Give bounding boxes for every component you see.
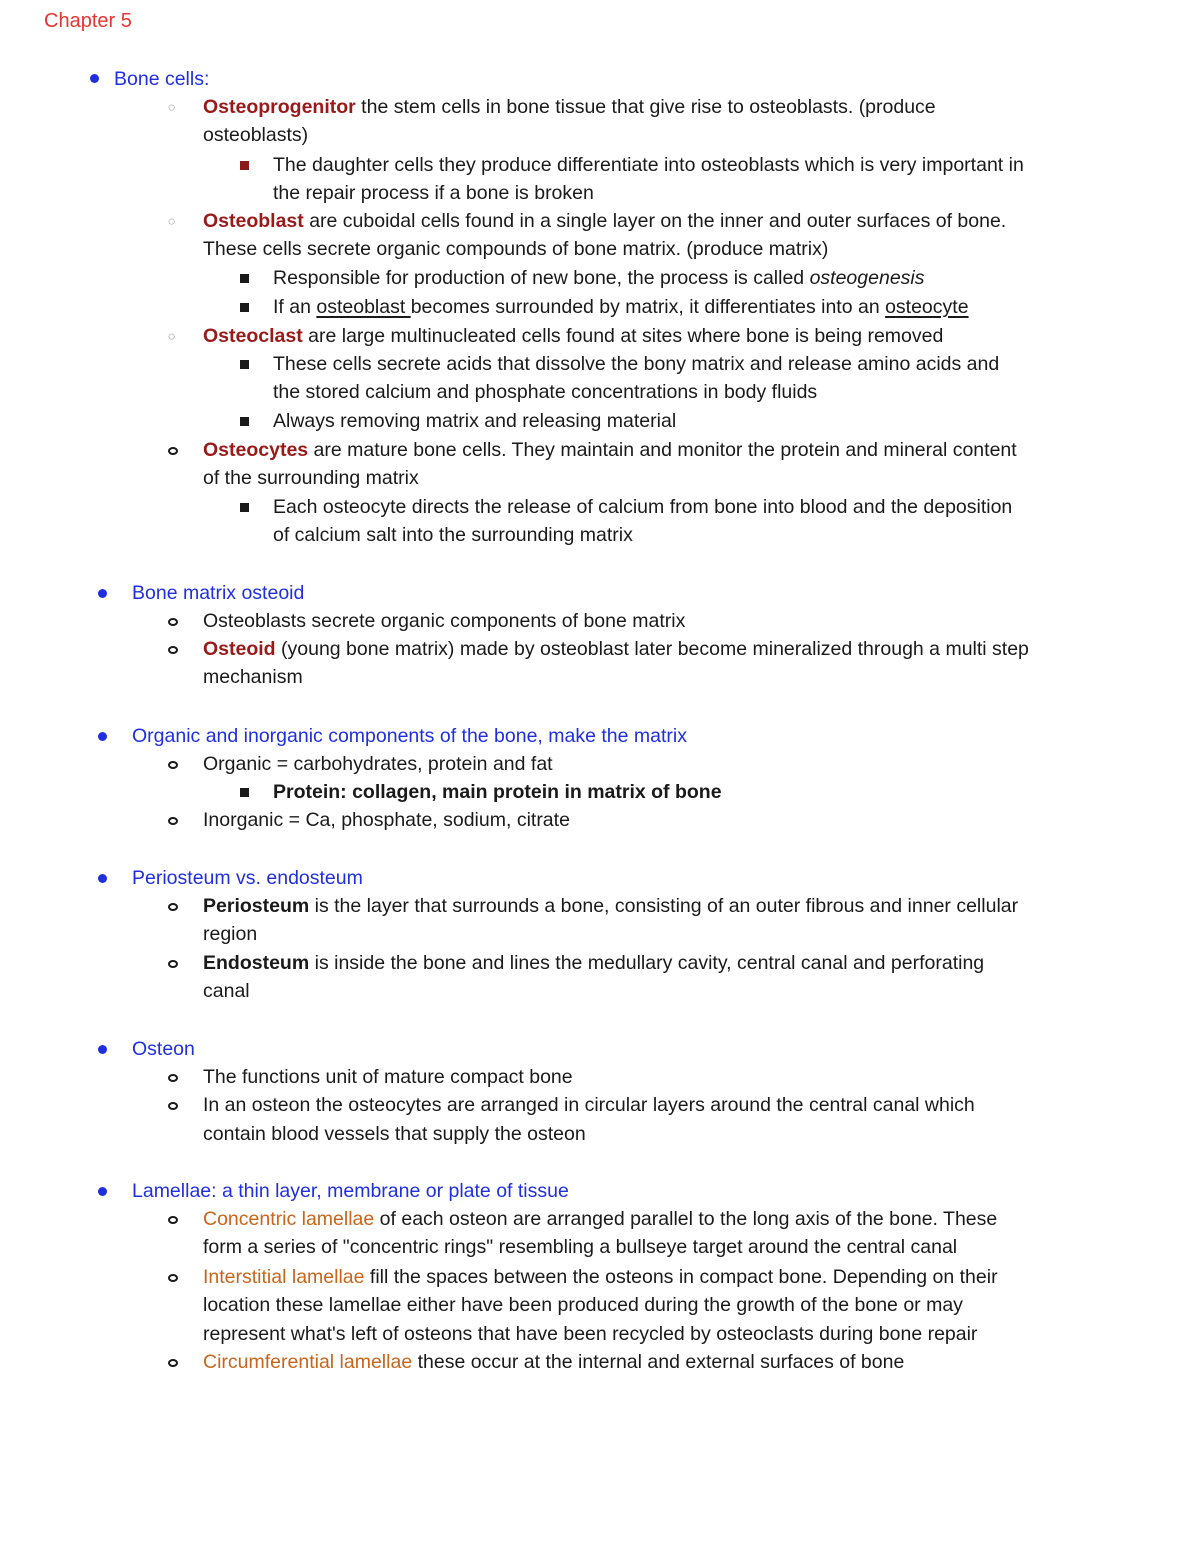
endosteum-item-cont: canal: [203, 980, 250, 1002]
bullet-dot-icon: [98, 732, 107, 741]
hollow-circle-icon: [168, 1359, 178, 1367]
interstitial-item-cont-2: represent what's left of osteons that have been recycled by osteoclasts during bone repair: [203, 1323, 978, 1345]
square-bullet-icon: [240, 274, 249, 283]
section-heading-bone-matrix: Bone matrix osteoid: [132, 582, 305, 604]
components-sub: Protein: collagen, main protein in matrix of bone: [273, 781, 722, 803]
osteoblast-sub-2: If an osteoblast becomes surrounded by matrix, it differentiates into an osteocyte: [273, 296, 969, 318]
osteon-item-2: In an osteon the osteocytes are arranged in circular layers around the central canal which: [203, 1094, 975, 1116]
osteoclast-sub-1: These cells secrete acids that dissolve the bony matrix and release amino acids and: [273, 353, 1000, 375]
hollow-circle-icon: [168, 761, 178, 769]
hollow-circle-icon: [168, 1274, 178, 1282]
osteoclast-sub-2: Always removing matrix and releasing material: [273, 410, 677, 432]
section-heading-lamellae: Lamellae: a thin layer, membrane or plate of tissue: [132, 1180, 569, 1202]
osteocytes-item-cont: of the surrounding matrix: [203, 467, 419, 489]
square-bullet-icon: [240, 161, 249, 170]
dotted-circle-icon: ◌: [168, 329, 175, 343]
osteocytes-sub: Each osteocyte directs the release of calcium from bone into blood and the deposition: [273, 496, 1013, 518]
hollow-circle-icon: [168, 817, 178, 825]
hollow-circle-icon: [168, 646, 178, 654]
matrix-item-2-cont: mechanism: [203, 666, 303, 688]
hollow-circle-icon: [168, 618, 178, 626]
hollow-circle-icon: [168, 960, 178, 968]
matrix-item-1: Osteoblasts secrete organic components of bone matrix: [203, 610, 686, 632]
osteoclast-sub-1-cont: the stored calcium and phosphate concentrations in body fluids: [273, 381, 818, 403]
osteoprogenitor-item-cont: osteoblasts): [203, 124, 309, 146]
circumferential-item: Circumferential lamellae these occur at the internal and external surfaces of bone: [203, 1351, 905, 1373]
dotted-circle-icon: ◌: [168, 100, 175, 114]
osteocytes-sub-cont: of calcium salt into the surrounding matrix: [273, 524, 633, 546]
bullet-dot-icon: [90, 74, 99, 83]
interstitial-item-cont-1: location these lamellae either have been produced during the growth of the bone or may: [203, 1294, 963, 1316]
osteocytes-item: Osteocytes are mature bone cells. They maintain and monitor the protein and mineral content: [203, 439, 1017, 461]
osteoprogenitor-item: Osteoprogenitor the stem cells in bone tissue that give rise to osteoblasts. (produce: [203, 96, 936, 118]
endosteum-item: Endosteum is inside the bone and lines the medullary cavity, central canal and perforating: [203, 952, 985, 974]
section-heading-components: Organic and inorganic components of the bone, make the matrix: [132, 725, 687, 747]
matrix-item-2: Osteoid (young bone matrix) made by osteoblast later become mineralized through a multi step: [203, 638, 1029, 660]
osteoblast-sub-1: Responsible for production of new bone, the process is called osteogenesis: [273, 267, 925, 289]
bullet-dot-icon: [98, 589, 107, 598]
components-item-1: Organic = carbohydrates, protein and fat: [203, 753, 553, 775]
components-item-2: Inorganic = Ca, phosphate, sodium, citrate: [203, 809, 570, 831]
periosteum-item-cont: region: [203, 923, 258, 945]
hollow-circle-icon: [168, 1216, 178, 1224]
hollow-circle-icon: [168, 1074, 178, 1082]
square-bullet-icon: [240, 503, 249, 512]
osteoclast-item: Osteoclast are large multinucleated cells found at sites where bone is being removed: [203, 325, 944, 347]
bullet-dot-icon: [98, 1187, 107, 1196]
section-heading-periosteum: Periosteum vs. endosteum: [132, 867, 363, 889]
osteoblast-item-cont: These cells secrete organic compounds of bone matrix. (produce matrix): [203, 238, 829, 260]
dotted-circle-icon: ◌: [168, 214, 175, 228]
section-heading-bone-cells: Bone cells:: [114, 68, 210, 90]
bullet-dot-icon: [98, 874, 107, 883]
square-bullet-icon: [240, 788, 249, 797]
osteon-item-2-cont: contain blood vessels that supply the osteon: [203, 1123, 586, 1145]
concentric-item-cont: form a series of "concentric rings" resembling a bullseye target around the central canal: [203, 1236, 958, 1258]
osteon-item-1: The functions unit of mature compact bone: [203, 1066, 573, 1088]
square-bullet-icon: [240, 360, 249, 369]
hollow-circle-icon: [168, 447, 178, 455]
bullet-dot-icon: [98, 1045, 107, 1054]
osteoblast-item: Osteoblast are cuboidal cells found in a single layer on the inner and outer surfaces of bone.: [203, 210, 1007, 232]
osteoprogenitor-sub: The daughter cells they produce differentiate into osteoblasts which is very important in: [273, 154, 1024, 176]
square-bullet-icon: [240, 417, 249, 426]
interstitial-item: Interstitial lamellae fill the spaces between the osteons in compact bone. Depending on their: [203, 1266, 998, 1288]
osteoprogenitor-sub-cont: the repair process if a bone is broken: [273, 182, 594, 204]
square-bullet-icon: [240, 303, 249, 312]
section-heading-osteon: Osteon: [132, 1038, 195, 1060]
hollow-circle-icon: [168, 1102, 178, 1110]
periosteum-item: Periosteum is the layer that surrounds a bone, consisting of an outer fibrous and inner cellular: [203, 895, 1019, 917]
hollow-circle-icon: [168, 903, 178, 911]
concentric-item: Concentric lamellae of each osteon are arranged parallel to the long axis of the bone. These: [203, 1208, 998, 1230]
chapter-title: Chapter 5: [44, 10, 132, 32]
